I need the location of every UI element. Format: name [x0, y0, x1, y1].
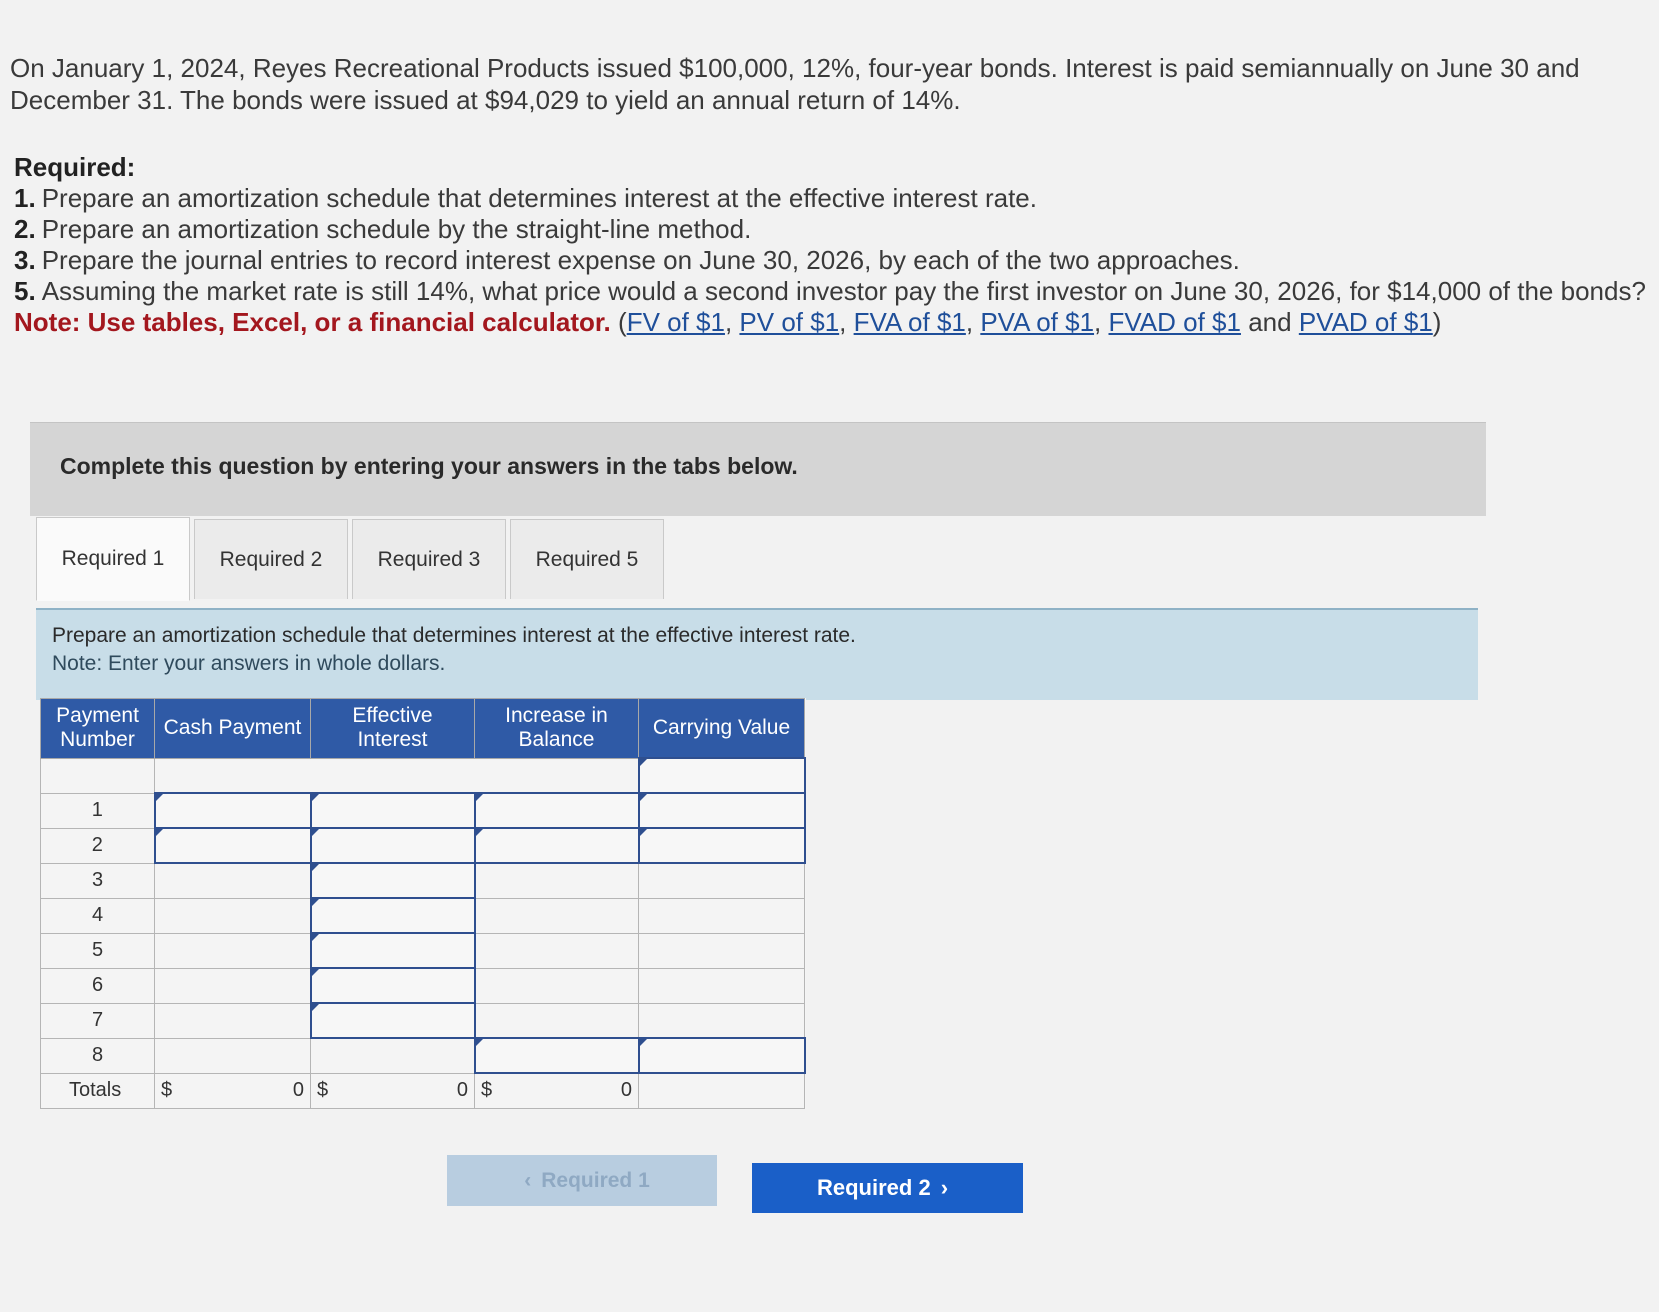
cash-payment-cell-7 [155, 1003, 311, 1038]
next-tab-label: Required 2 [816, 1175, 931, 1200]
total-effective-interest: $ 0 [311, 1073, 475, 1108]
cash-payment-input-1[interactable] [155, 793, 311, 828]
note-label: Note: Use tables, Excel, or a financial calculator. [14, 307, 611, 337]
row-initial-blank [155, 758, 639, 793]
payment-number: 1 [41, 793, 155, 828]
payment-number: 5 [41, 933, 155, 968]
effective-interest-input-2[interactable] [311, 828, 475, 863]
payment-number: 7 [41, 1003, 155, 1038]
prev-tab-button[interactable] [447, 1155, 717, 1206]
carrying-value-cell-4 [639, 898, 805, 933]
header-carrying-value: Carrying Value [639, 699, 805, 759]
note-line [14, 307, 1654, 338]
cash-payment-cell-5 [155, 933, 311, 968]
total-cash-payment: $ 0 [155, 1073, 311, 1108]
payment-number: 3 [41, 863, 155, 898]
tab-required-3[interactable]: Required 3 [352, 519, 506, 599]
chevron-left-icon: ‹ [524, 1168, 532, 1192]
effective-interest-input-3[interactable] [311, 863, 475, 898]
required-item-2: 2. Prepare an amortization schedule by the straight-line method. [14, 214, 752, 244]
increase-cell-7 [475, 1003, 639, 1038]
instruction-note: Note: Enter your answers in whole dollars. [52, 652, 446, 675]
link-pv[interactable]: PV of $1 [739, 307, 840, 337]
effective-interest-input-7[interactable] [311, 1003, 475, 1038]
increase-input-1[interactable] [475, 793, 639, 828]
increase-cell-4 [475, 898, 639, 933]
tab-required-1[interactable]: Required 1 [36, 517, 190, 601]
table-row [41, 933, 805, 968]
increase-input-2[interactable] [475, 828, 639, 863]
table-row-initial [41, 758, 805, 793]
increase-input-8[interactable] [475, 1038, 639, 1073]
totals-label: Totals [41, 1073, 155, 1108]
header-payment-number: Payment Number [41, 699, 155, 759]
carrying-value-cell-7 [639, 1003, 805, 1038]
header-cash-payment: Cash Payment [155, 699, 311, 759]
instruction-banner [30, 422, 1486, 516]
payment-number: 2 [41, 828, 155, 863]
table-row [41, 828, 805, 863]
increase-cell-6 [475, 968, 639, 1003]
required-section [14, 152, 1654, 338]
carrying-value-input-2[interactable] [639, 828, 805, 863]
cash-payment-input-2[interactable] [155, 828, 311, 863]
chevron-right-icon: › [940, 1175, 949, 1200]
payment-number: 8 [41, 1038, 155, 1073]
cash-payment-cell-3 [155, 863, 311, 898]
problem-intro: On January 1, 2024, Reyes Recreational Products issued $100,000, 12%, four-year bonds. Interest is paid semiannually on June 30 and December 31. The bonds were issued at $94,029 to yield an annual return of 14%. [10, 53, 1580, 115]
tab-required-5[interactable]: Required 5 [510, 519, 664, 599]
prev-tab-label: Required 1 [541, 1168, 650, 1192]
total-carrying-value-blank [639, 1073, 805, 1108]
link-fv[interactable]: FV of $1 [626, 307, 725, 337]
effective-interest-input-5[interactable] [311, 933, 475, 968]
carrying-value-cell-3 [639, 863, 805, 898]
total-increase-in-balance: $ 0 [475, 1073, 639, 1108]
cash-payment-cell-4 [155, 898, 311, 933]
table-row [41, 1003, 805, 1038]
table-row [41, 898, 805, 933]
instruction-text: Prepare an amortization schedule that determines interest at the effective interest rate. [52, 624, 856, 647]
totals-row [41, 1073, 805, 1108]
carrying-value-input-0[interactable] [639, 758, 805, 793]
next-tab-button[interactable] [752, 1163, 1023, 1213]
carrying-value-input-8[interactable] [639, 1038, 805, 1073]
effective-interest-input-6[interactable] [311, 968, 475, 1003]
row-initial-number [41, 758, 155, 793]
carrying-value-input-1[interactable] [639, 793, 805, 828]
banner-text: Complete this question by entering your answers in the tabs below. [60, 453, 798, 479]
required-item-3: 3. Prepare the journal entries to record interest expense on June 30, 2026, by each of the two approaches. [14, 245, 1240, 275]
link-fva[interactable]: FVA of $1 [853, 307, 966, 337]
carrying-value-cell-6 [639, 968, 805, 1003]
cash-payment-cell-6 [155, 968, 311, 1003]
link-fvad[interactable]: FVAD of $1 [1108, 307, 1241, 337]
increase-cell-3 [475, 863, 639, 898]
effective-interest-input-4[interactable] [311, 898, 475, 933]
table-header-row [41, 699, 805, 759]
required-heading: Required: [14, 152, 136, 182]
required-item-1: 1. Prepare an amortization schedule that determines interest at the effective interest rate. [14, 183, 1037, 213]
required-item-5: 5. Assuming the market rate is still 14%, what price would a second investor pay the first investor on June 30, 2026, for $14,000 of the bonds? [14, 276, 1646, 306]
table-row [41, 1038, 805, 1073]
table-links: (FV of $1, PV of $1, FVA of $1, PVA of $1, FVAD of $1 and PVAD of $1) [618, 307, 1442, 337]
payment-number: 4 [41, 898, 155, 933]
link-pva[interactable]: PVA of $1 [980, 307, 1095, 337]
payment-number: 6 [41, 968, 155, 1003]
link-pvad[interactable]: PVAD of $1 [1298, 307, 1433, 337]
header-increase-in-balance: Increase in Balance [475, 699, 639, 759]
cash-payment-cell-8 [155, 1038, 311, 1073]
table-row [41, 793, 805, 828]
table-row [41, 863, 805, 898]
carrying-value-cell-5 [639, 933, 805, 968]
increase-cell-5 [475, 933, 639, 968]
effective-interest-cell-8 [311, 1038, 475, 1073]
header-effective-interest: Effective Interest [311, 699, 475, 759]
tab-instructions [36, 608, 1478, 700]
tab-required-2[interactable]: Required 2 [194, 519, 348, 599]
table-row [41, 968, 805, 1003]
effective-interest-input-1[interactable] [311, 793, 475, 828]
amortization-table [40, 698, 806, 1109]
